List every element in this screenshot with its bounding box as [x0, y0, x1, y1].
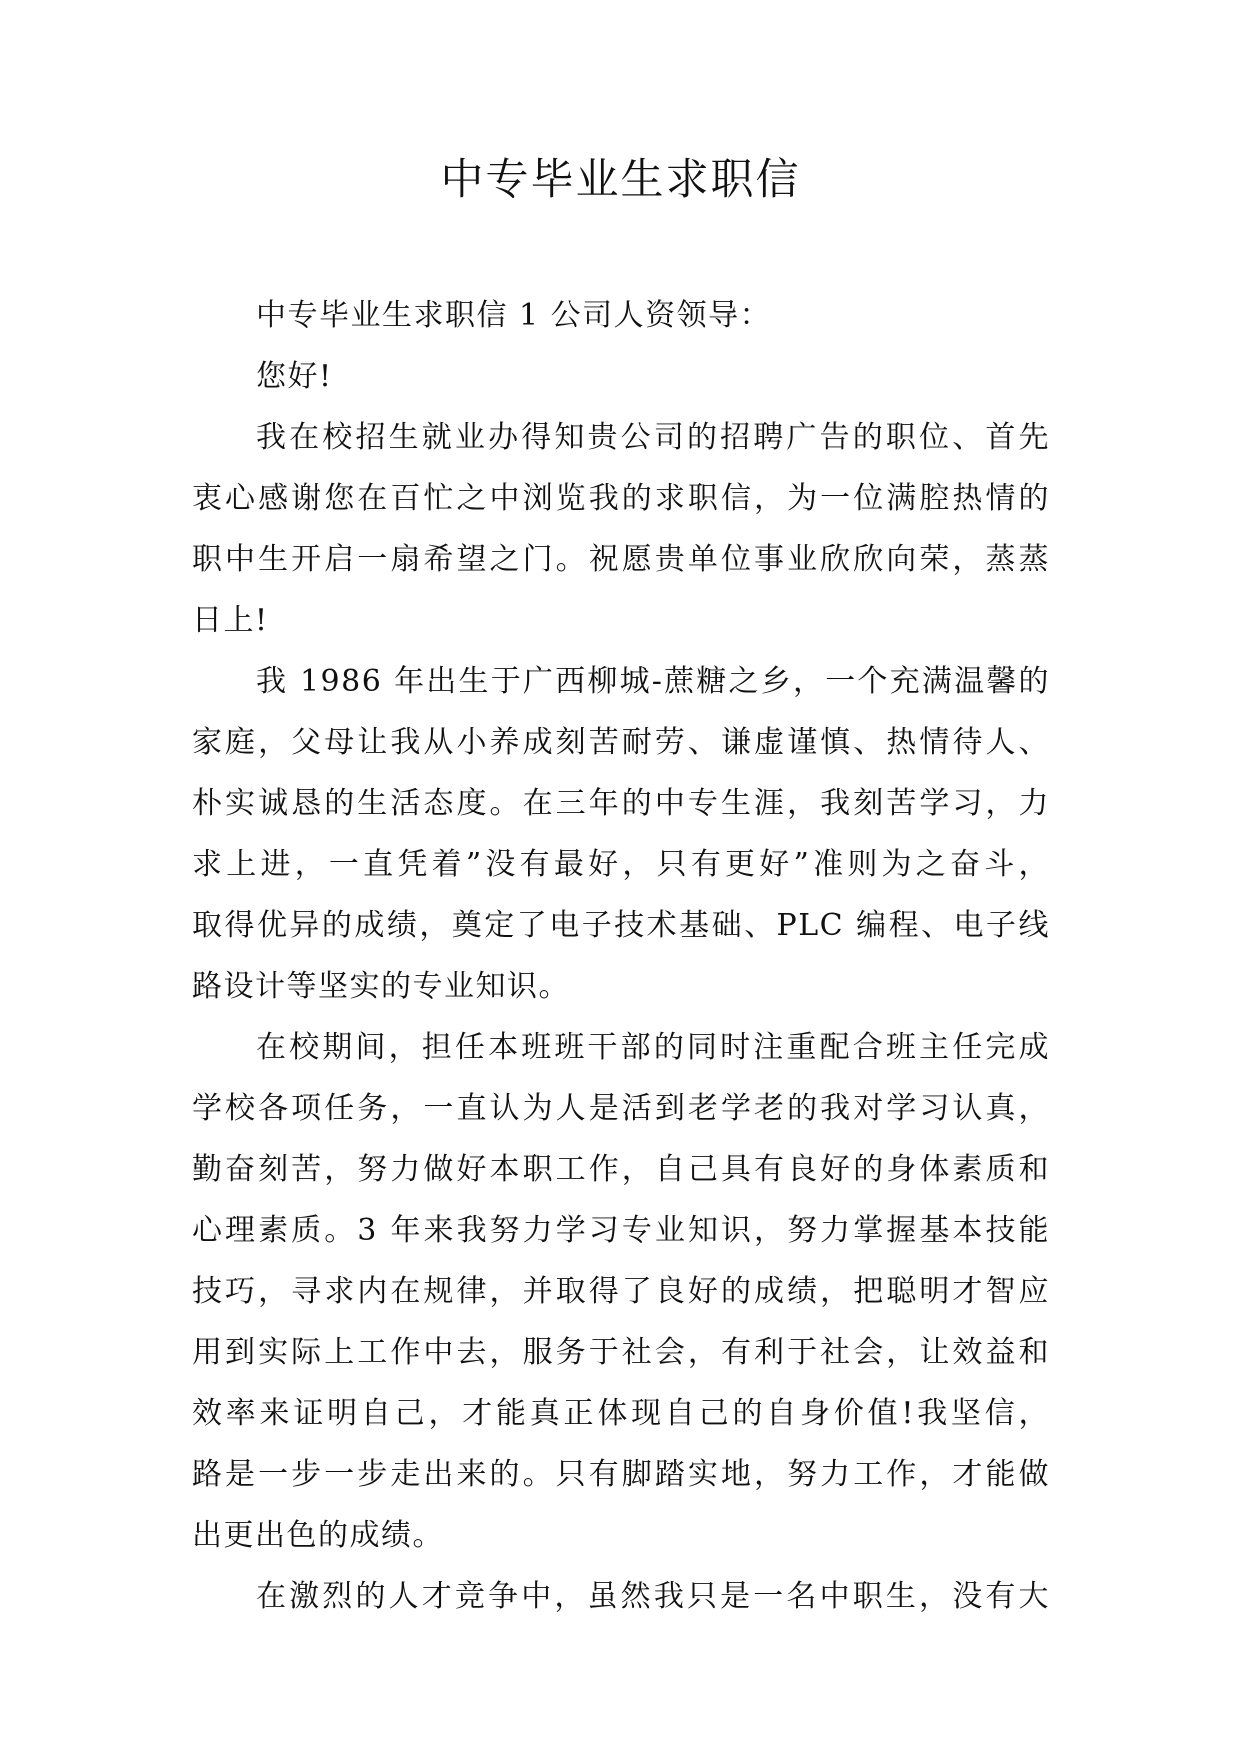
paragraph-line: 心理素质。3 年来我努力学习专业知识，努力掌握基本技能	[192, 1213, 1050, 1248]
paragraph-line: 在激烈的人才竞争中，虽然我只是一名中职生，没有大	[256, 1579, 1050, 1614]
document-title: 中专毕业生求职信	[440, 155, 801, 205]
paragraph-line: 我在校招生就业办得知贵公司的招聘广告的职位、首先	[256, 420, 1050, 455]
paragraph-line: 取得优异的成绩，奠定了电子技术基础、PLC 编程、电子线	[192, 908, 1050, 943]
paragraph-line: 衷心感谢您在百忙之中浏览我的求职信，为一位满腔热情的	[192, 481, 1050, 516]
paragraph-line: 路是一步一步走出来的。只有脚踏实地，努力工作，才能做	[192, 1457, 1050, 1492]
paragraph-line: 职中生开启一扇希望之门。祝愿贵单位事业欣欣向荣，蒸蒸	[192, 542, 1050, 577]
greeting-line: 您好!	[256, 359, 333, 394]
paragraph-line: 效率来证明自己，才能真正体现自己的自身价值!我坚信，	[192, 1396, 1050, 1431]
paragraph-line: 日上!	[192, 603, 269, 638]
document-body	[192, 285, 1050, 1627]
paragraph-line: 出更出色的成绩。	[192, 1518, 444, 1553]
paragraph-line: 我 1986 年出生于广西柳城-蔗糖之乡，一个充满温馨的	[256, 664, 1050, 699]
paragraph-line: 求上进，一直凭着”没有最好，只有更好”准则为之奋斗，	[192, 847, 1050, 882]
paragraph-line: 勤奋刻苦，努力做好本职工作，自己具有良好的身体素质和	[192, 1152, 1050, 1187]
paragraph-line: 用到实际上工作中去，服务于社会，有利于社会，让效益和	[192, 1335, 1050, 1370]
paragraph-line: 学校各项任务，一直认为人是活到老学老的我对学习认真，	[192, 1091, 1050, 1126]
paragraph-line: 在校期间，担任本班班干部的同时注重配合班主任完成	[256, 1030, 1050, 1065]
paragraph-line: 技巧，寻求内在规律，并取得了良好的成绩，把聪明才智应	[192, 1274, 1050, 1309]
paragraph-line: 路设计等坚实的专业知识。	[192, 969, 570, 1004]
salutation-line: 中专毕业生求职信 1 公司人资领导：	[256, 298, 772, 333]
paragraph-line: 家庭，父母让我从小养成刻苦耐劳、谦虚谨慎、热情待人、	[192, 725, 1050, 760]
paragraph-line: 朴实诚恳的生活态度。在三年的中专生涯，我刻苦学习，力	[192, 786, 1050, 821]
